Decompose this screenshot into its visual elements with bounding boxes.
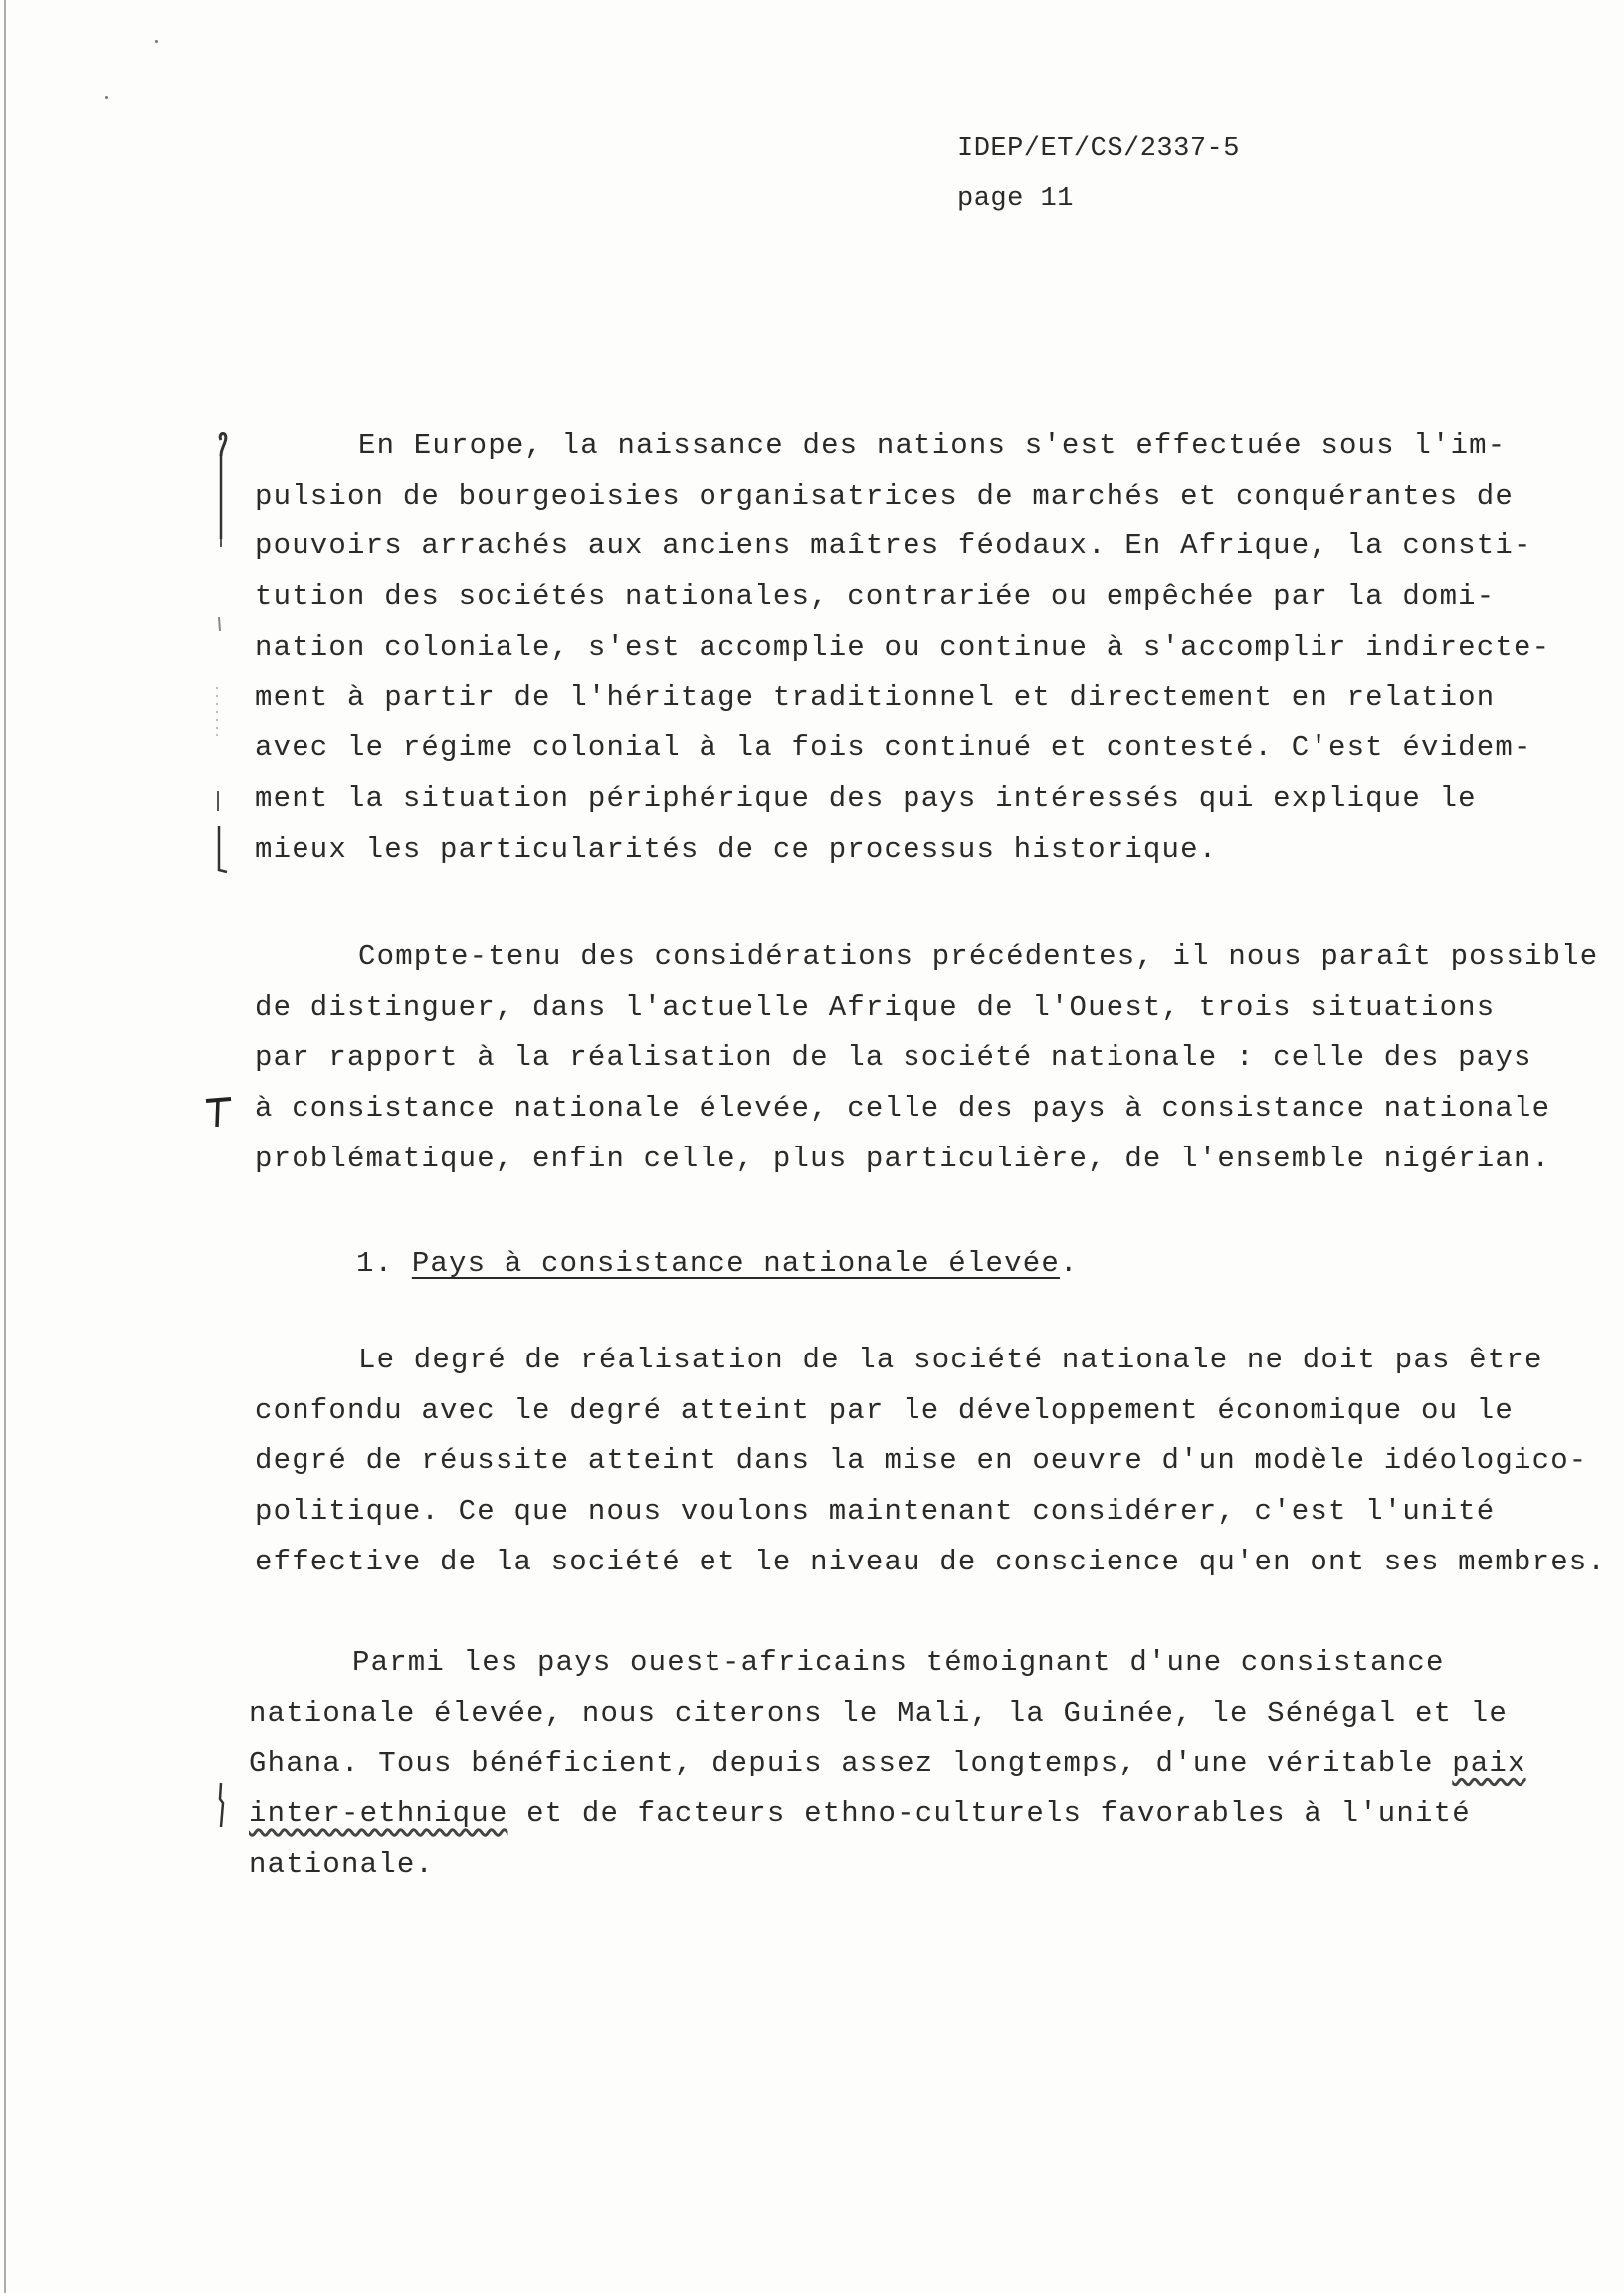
- underlined-word-inter-ethnique: inter-ethnique: [249, 1797, 508, 1831]
- section-title-end: .: [1059, 1247, 1079, 1280]
- paragraph-line: degré de réussite atteint dans la mise en oeuvre d'un modèle idéologico-: [255, 1444, 1588, 1478]
- paragraph-line: de distinguer, dans l'actuelle Afrique de l'Ouest, trois situations: [255, 990, 1496, 1024]
- paragraph-line-text: Ghana. Tous bénéficient, depuis assez longtemps, d'une véritable: [249, 1747, 1453, 1780]
- paragraph-line: nationale.: [249, 1847, 435, 1881]
- paragraph-2: [255, 933, 1599, 1184]
- margin-flag-mark: [203, 1093, 235, 1129]
- paragraph-1: [255, 421, 1551, 875]
- paragraph-line: ment à partir de l'héritage traditionnel et directement en relation: [255, 681, 1496, 715]
- paragraph-line: [249, 1739, 1542, 1789]
- paragraph-line: politique. Ce que nous voulons maintenant considérer, c'est l'unité: [255, 1495, 1496, 1529]
- section-number: 1.: [356, 1247, 394, 1280]
- paragraph-line: avec le régime colonial à la fois continué et contesté. C'est évidem-: [255, 731, 1532, 765]
- page-header: [957, 124, 1240, 224]
- paragraph-line: par rapport à la réalisation de la société nationale : celle des pays: [255, 1041, 1532, 1075]
- paragraph-line: Parmi les pays ouest-africains témoignant d'une consistance: [352, 1646, 1445, 1679]
- section-title: Pays à consistance nationale élevée: [411, 1247, 1060, 1280]
- paragraph-line: confondu avec le degré atteint par le développement économique ou le: [255, 1393, 1514, 1427]
- paragraph-line: [249, 1789, 1542, 1840]
- paragraph-line: mieux les particularités de ce processus historique.: [255, 832, 1218, 866]
- paragraph-line: pulsion de bourgeoisies organisatrices de marchés et conquérantes de: [255, 479, 1514, 513]
- margin-bracket-mark: [199, 428, 239, 896]
- document-reference: IDEP/ET/CS/2337-5: [957, 134, 1240, 164]
- paragraph-4: [249, 1638, 1542, 1890]
- paragraph-line: ment la situation périphérique des pays intéressés qui explique le: [255, 781, 1477, 815]
- scan-speck: [155, 40, 158, 43]
- paragraph-line: nation coloniale, s'est accomplie ou continue à s'accomplir indirecte-: [255, 630, 1551, 664]
- paragraph-line: En Europe, la naissance des nations s'est effectuée sous l'im-: [358, 429, 1507, 462]
- underlined-word-paix: paix: [1452, 1747, 1526, 1780]
- paragraph-line: Le degré de réalisation de la société nationale ne doit pas être: [358, 1344, 1543, 1376]
- paragraph-line: nationale élevée, nous citerons le Mali, la Guinée, le Sénégal et le: [249, 1696, 1508, 1730]
- margin-line-mark: [211, 1779, 231, 1831]
- paragraph-line: Compte-tenu des considérations précédentes, il nous paraît possible: [358, 940, 1599, 973]
- paragraph-line: problématique, enfin celle, plus particulière, de l'ensemble nigérian.: [255, 1142, 1551, 1175]
- scan-speck: [105, 96, 108, 99]
- paragraph-line: pouvoirs arrachés aux anciens maîtres féodaux. En Afrique, la consti-: [255, 529, 1532, 563]
- paragraph-line: tution des sociétés nationales, contrariée ou empêchée par la domi-: [255, 580, 1496, 614]
- page-number: page 11: [957, 184, 1074, 214]
- paragraph-line-text: et de facteurs ethno-culturels favorables à l'unité: [526, 1797, 1471, 1831]
- paragraph-line: à consistance nationale élevée, celle des pays à consistance nationale: [255, 1092, 1551, 1126]
- section-heading: [356, 1239, 1079, 1289]
- paragraph-line: effective de la société et le niveau de conscience qu'en ont ses membres.: [255, 1545, 1607, 1578]
- page-edge-line: [4, 0, 6, 2293]
- paragraph-3: [255, 1336, 1607, 1587]
